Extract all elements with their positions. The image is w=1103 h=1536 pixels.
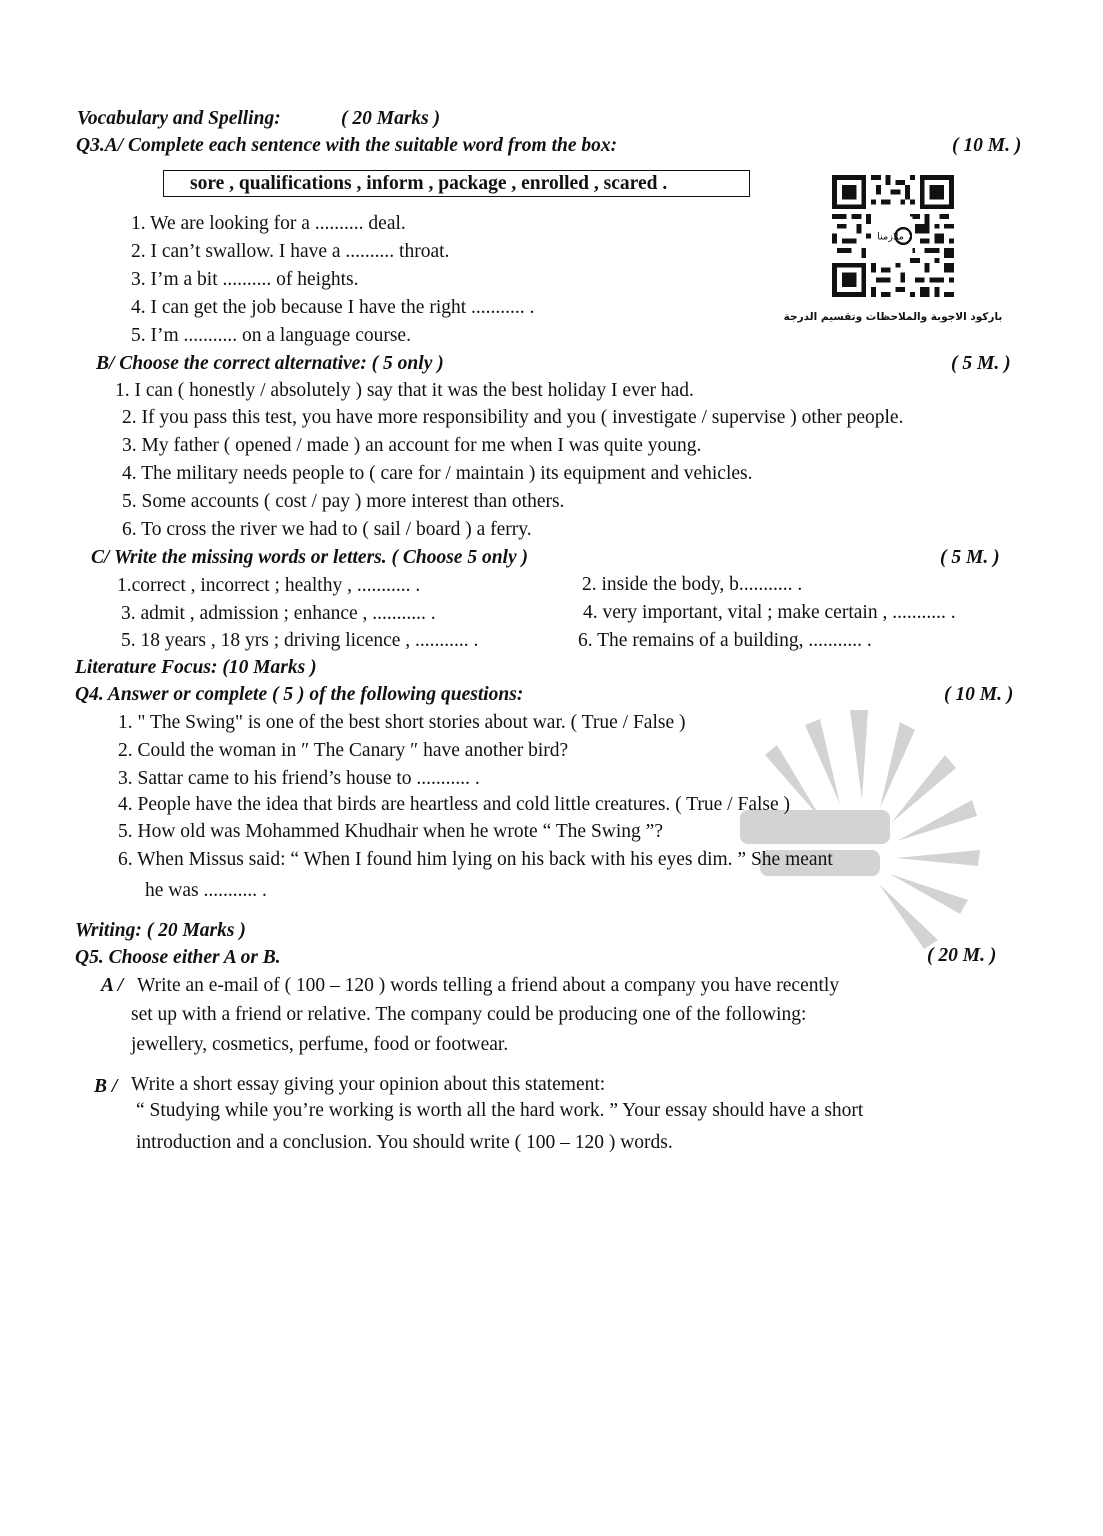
q3a-item-5: 5. I’m ........... on a language course.: [131, 325, 411, 346]
q4-item-6: 6. When Missus said: “ When I found him lying on his back with his eyes dim. ” She meant: [118, 849, 833, 870]
q3c-item-3: 3. admit , admission ; enhance , ........... .: [121, 603, 436, 624]
q3b-heading: B/ Choose the correct alternative: ( 5 only ): [96, 353, 444, 374]
q3b-item-6: 6. To cross the river we had to ( sail / board ) a ferry.: [122, 519, 532, 540]
q3b-item-1: 1. I can ( honestly / absolutely ) say that it was the best holiday I ever had.: [115, 380, 694, 401]
q5a-line-2: set up with a friend or relative. The company could be producing one of the following:: [131, 1004, 807, 1025]
q5b-line-3: introduction and a conclusion. You should write ( 100 – 120 ) words.: [136, 1132, 673, 1153]
q3a-item-1: 1. We are looking for a .......... deal.: [131, 213, 406, 234]
q3b-item-4: 4. The military needs people to ( care for / maintain ) its equipment and vehicles.: [122, 463, 753, 484]
qr-caption: باركود الاجوبة والملاحظات وتقسيم الدرجة: [783, 311, 1003, 323]
q5-heading: Q5. Choose either A or B.: [75, 947, 281, 968]
q5b-line-1: Write a short essay giving your opinion about this statement:: [131, 1074, 606, 1095]
q3b-marks: ( 5 M. ): [951, 353, 1011, 374]
q3b-item-3: 3. My father ( opened / made ) an account for me when I was quite young.: [122, 435, 702, 456]
q3c-heading: C/ Write the missing words or letters. ( Choose 5 only ): [91, 547, 528, 568]
q4-item-1: 1. " The Swing" is one of the best short stories about war. ( True / False ): [118, 712, 686, 733]
q3c-marks: ( 5 M. ): [940, 547, 1000, 568]
q3a-item-3: 3. I’m a bit .......... of heights.: [131, 269, 359, 290]
section-heading-literature: Literature Focus: (10 Marks ): [75, 657, 317, 678]
q5-marks: ( 20 M. ): [927, 945, 997, 966]
q3c-item-4: 4. very important, vital ; make certain , ........... .: [583, 602, 956, 623]
q3c-item-1: 1.correct , incorrect ; healthy , ........... .: [117, 575, 421, 596]
q4-item-2: 2. Could the woman in ″ The Canary ″ have another bird?: [118, 740, 569, 761]
q3c-item-5: 5. 18 years , 18 yrs ; driving licence , ........... .: [121, 630, 479, 651]
section-heading-writing: Writing: ( 20 Marks ): [75, 920, 246, 941]
qr-brand: ملازمنا: [877, 231, 905, 243]
q5a-line-3: jewellery, cosmetics, perfume, food or footwear.: [131, 1034, 509, 1055]
q5b-label: B /: [94, 1076, 118, 1097]
q3b-item-5: 5. Some accounts ( cost / pay ) more interest than others.: [122, 491, 565, 512]
q3b-item-2: 2. If you pass this test, you have more responsibility and you ( investigate / supervise ) other people.: [122, 407, 904, 428]
q4-item-5: 5. How old was Mohammed Khudhair when he wrote “ The Swing ”?: [118, 821, 663, 842]
section-heading-vocabulary: Vocabulary and Spelling:: [77, 108, 281, 129]
q5a-label: A /: [101, 975, 124, 996]
answer-qr-code: [832, 173, 954, 299]
q5b-line-2: “ Studying while you’re working is worth all the hard work. ” Your essay should have a short: [136, 1100, 864, 1121]
q4-item-4: 4. People have the idea that birds are heartless and cold little creatures. ( True / False ): [118, 794, 790, 815]
q3a-heading: Q3.A/ Complete each sentence with the suitable word from the box:: [76, 135, 618, 156]
word-box: sore , qualifications , inform , package , enrolled , scared .: [163, 170, 750, 197]
q4-heading: Q4. Answer or complete ( 5 ) of the following questions:: [75, 684, 524, 705]
q3c-item-6: 6. The remains of a building, ........... .: [578, 630, 872, 651]
q3c-item-2: 2. inside the body, b........... .: [582, 574, 803, 595]
watermark-logo: [700, 700, 1000, 970]
q5a-line-1: Write an e-mail of ( 100 – 120 ) words telling a friend about a company you have recently: [137, 975, 840, 996]
q3a-item-2: 2. I can’t swallow. I have a .......... throat.: [131, 241, 450, 262]
q4-item-3: 3. Sattar came to his friend’s house to ........... .: [118, 768, 480, 789]
section-marks-vocabulary: ( 20 Marks ): [341, 108, 441, 129]
q4-marks: ( 10 M. ): [944, 684, 1014, 705]
q4-item-6-continuation: he was ........... .: [145, 880, 267, 901]
q3a-marks: ( 10 M. ): [952, 135, 1022, 156]
q3a-item-4: 4. I can get the job because I have the right ........... .: [131, 297, 535, 318]
